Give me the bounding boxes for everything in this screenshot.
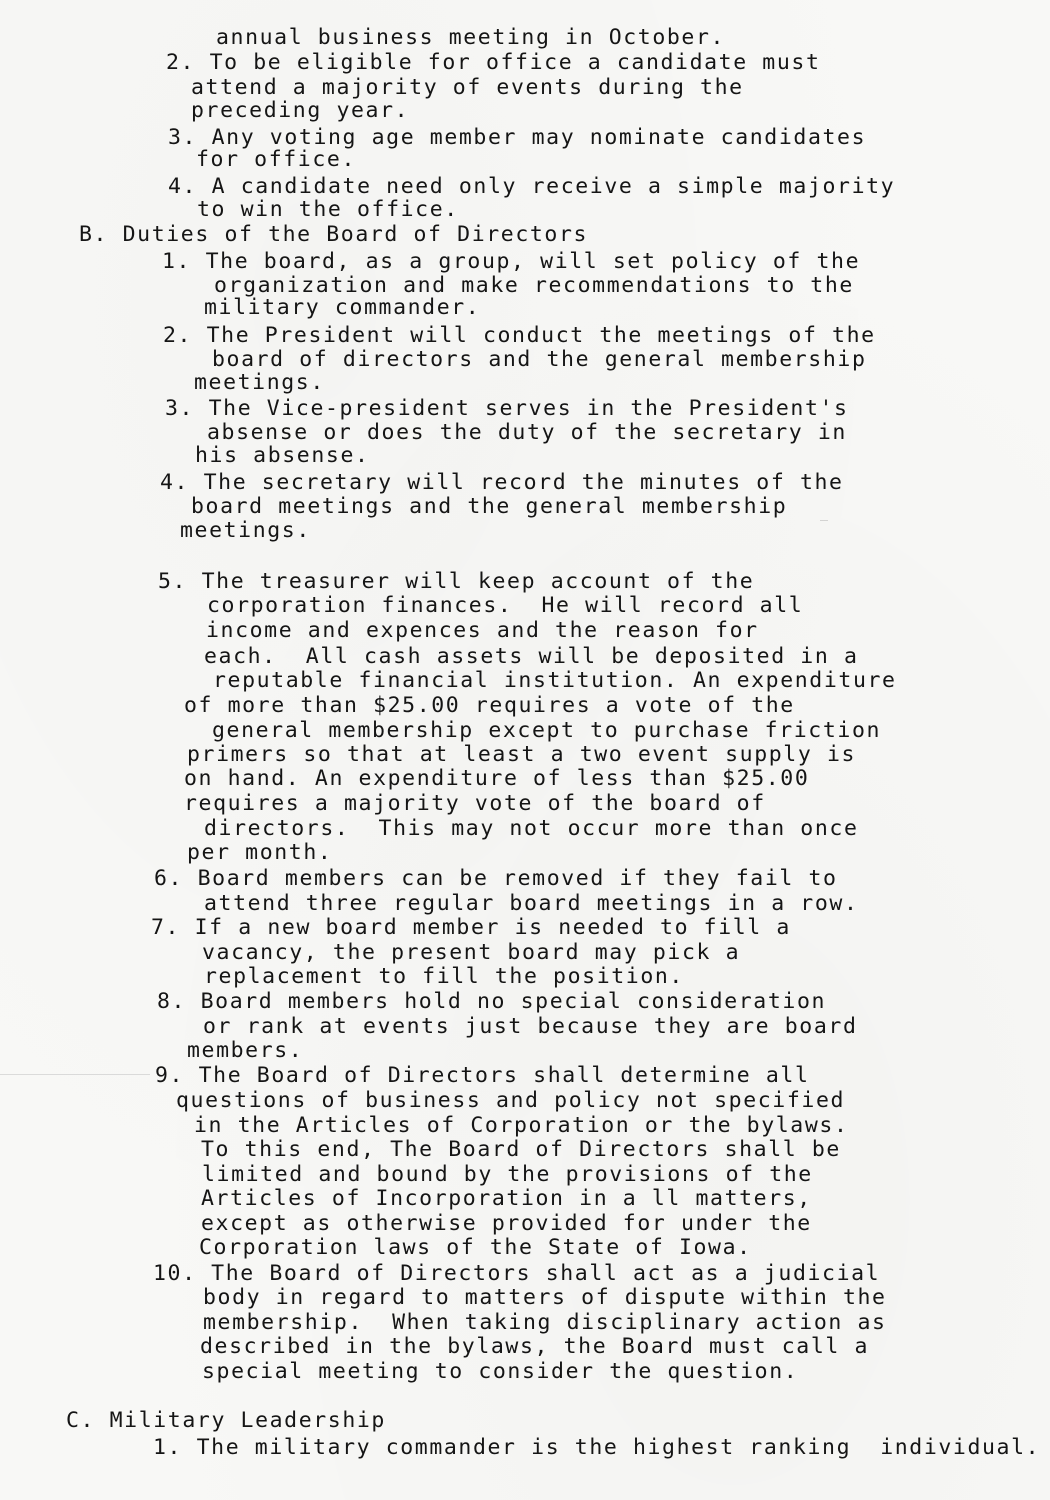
section-a-item-3: 3. Any voting age member may nominate candidates — [168, 125, 867, 150]
section-b-item-10: 10. The Board of Directors shall act as a judicial — [153, 1261, 881, 1286]
section-a-item-4-line-2: to win the office. — [197, 197, 459, 222]
section-b-item-7: 7. If a new board member is needed to fill a — [151, 915, 791, 940]
section-c-item-1: 1. The military commander is the highest ranking individual. — [153, 1435, 1041, 1460]
section-b-item-1-line-3: military commander. — [204, 295, 481, 320]
section-b-item-9-line-6: Articles of Incorporation in a ll matters, — [201, 1186, 812, 1211]
section-b-item-3: 3. The Vice-president serves in the President's — [165, 396, 849, 421]
section-b-item-5-line-4: each. All cash assets will be deposited in a — [204, 644, 859, 669]
section-b-item-2-line-2: board of directors and the general membership — [212, 347, 867, 372]
section-b-item-7-line-2: vacancy, the present board may pick a — [202, 940, 741, 965]
section-a-item-3-line-2: for office. — [196, 147, 356, 172]
section-a-item-2: 2. To be eligible for office a candidate must — [166, 50, 821, 75]
section-a-item-2-line-3: preceding year. — [191, 98, 410, 123]
section-b-item-5-line-5: reputable financial institution. An expenditure — [213, 668, 897, 693]
section-b-item-5-line-2: corporation finances. He will record all — [207, 593, 804, 618]
section-b-item-10-line-5: special meeting to consider the question. — [202, 1359, 799, 1384]
section-b-item-5: 5. The treasurer will keep account of the — [158, 569, 755, 594]
scan-artifact-line — [0, 1074, 150, 1075]
section-b-item-6: 6. Board members can be removed if they fail to — [154, 866, 838, 891]
section-a-item-1-continuation: annual business meeting in October. — [216, 25, 726, 50]
section-b-item-8-line-3: members. — [187, 1038, 304, 1063]
scan-artifact-dot — [820, 520, 828, 521]
section-b-item-9-line-4: To this end, The Board of Directors shall be — [201, 1137, 841, 1162]
section-b-item-8: 8. Board members hold no special consideration — [157, 989, 827, 1014]
section-b-item-2-line-3: meetings. — [194, 370, 325, 395]
section-b-item-5-line-7: general membership except to purchase friction — [212, 718, 882, 743]
section-b-item-5-line-8: primers so that at least a two event supply is — [187, 742, 857, 767]
section-b-item-9-line-2: questions of business and policy not specified — [176, 1088, 846, 1113]
section-b-item-4-line-3: meetings. — [180, 518, 311, 543]
section-b-item-9-line-3: in the Articles of Corporation or the bylaws. — [194, 1113, 849, 1138]
section-b-item-5-line-3: income and expences and the reason for — [206, 618, 759, 643]
section-b-item-5-line-12: per month. — [187, 840, 333, 865]
section-b-item-9-line-8: Corporation laws of the State of Iowa. — [199, 1235, 752, 1260]
section-b-item-2: 2. The President will conduct the meetings of the — [163, 323, 876, 348]
section-a-item-2-line-2: attend a majority of events during the — [191, 75, 744, 100]
section-b-item-10-line-2: body in regard to matters of dispute within the — [203, 1285, 887, 1310]
section-b-item-1-line-2: organization and make recommendations to the — [214, 273, 854, 298]
section-b-item-6-line-2: attend three regular board meetings in a row. — [204, 891, 859, 916]
section-a-item-4: 4. A candidate need only receive a simple majority — [168, 174, 896, 199]
section-b-item-9-line-7: except as otherwise provided for under the — [201, 1211, 812, 1236]
section-b-item-10-line-3: membership. When taking disciplinary action as — [203, 1310, 887, 1335]
section-c-heading: C. Military Leadership — [66, 1408, 386, 1433]
section-b-item-5-line-10: requires a majority vote of the board of — [184, 791, 766, 816]
section-b-item-4-line-2: board meetings and the general membership — [191, 494, 788, 519]
section-b-item-3-line-2: absense or does the duty of the secretary in — [207, 420, 847, 445]
section-b-heading: B. Duties of the Board of Directors — [79, 222, 589, 247]
section-b-item-4: 4. The secretary will record the minutes of the — [160, 470, 844, 495]
section-b-item-8-line-2: or rank at events just because they are board — [203, 1014, 858, 1039]
section-b-item-9-line-5: limited and bound by the provisions of the — [202, 1162, 813, 1187]
section-b-item-7-line-3: replacement to fill the position. — [204, 964, 684, 989]
section-b-item-9: 9. The Board of Directors shall determine all — [155, 1063, 810, 1088]
section-b-item-10-line-4: described in the bylaws, the Board must call a — [200, 1334, 870, 1359]
section-b-item-3-line-3: his absense. — [195, 443, 370, 468]
section-b-item-5-line-11: directors. This may not occur more than once — [204, 816, 859, 841]
section-b-item-1: 1. The board, as a group, will set policy of the — [162, 249, 861, 274]
section-b-item-5-line-9: on hand. An expenditure of less than $25.00 — [184, 766, 810, 791]
section-b-item-5-line-6: of more than $25.00 requires a vote of the — [184, 693, 795, 718]
